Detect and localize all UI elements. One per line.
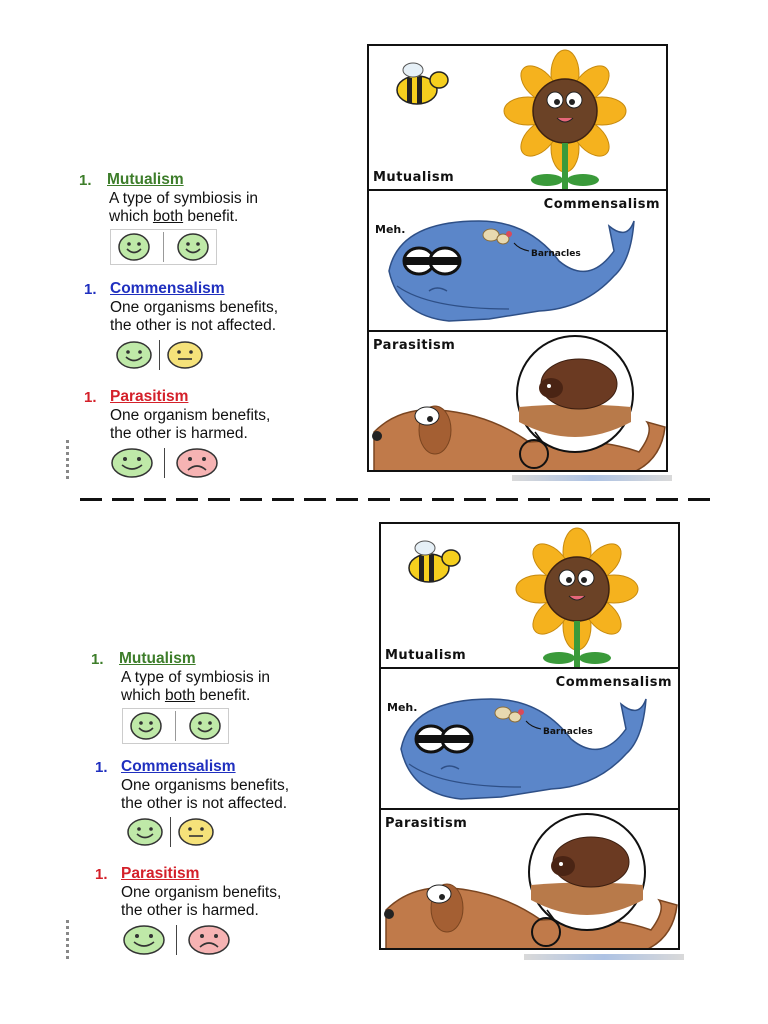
mutualism-faces xyxy=(110,229,217,265)
sad-face-icon xyxy=(175,447,219,479)
mutualism-line-1: A type of symbiosis in xyxy=(109,190,259,207)
parasitism-panel-label: Parasitism xyxy=(385,816,468,831)
margin-mark xyxy=(66,440,69,480)
commensalism-line-1: One organisms benefits, xyxy=(121,777,290,794)
worksheet-bottom xyxy=(0,478,768,948)
commensalism-faces xyxy=(126,817,215,847)
sad-face-icon xyxy=(187,924,231,956)
whale-illustration xyxy=(381,669,680,810)
divider xyxy=(175,711,176,741)
divider xyxy=(164,448,165,478)
text-segment: which xyxy=(121,687,165,704)
text-segment: which xyxy=(109,208,153,225)
sunflower-icon xyxy=(504,50,626,191)
faces-box xyxy=(122,708,229,744)
mutualism-panel-label: Mutualism xyxy=(385,648,467,663)
happy-face-icon xyxy=(110,447,154,479)
mutualism-panel xyxy=(379,522,680,669)
emphasis-both: both xyxy=(164,687,196,704)
bee-icon xyxy=(409,541,460,582)
emphasis-both: both xyxy=(152,208,184,225)
parasitism-faces xyxy=(110,447,219,479)
happy-face-icon xyxy=(129,711,163,741)
commensalism-panel-label: Commensalism xyxy=(543,197,660,212)
whale-icon xyxy=(389,221,634,321)
commensalism-panel xyxy=(379,667,680,810)
text-segment: benefit. xyxy=(183,208,239,225)
neutral-face-icon xyxy=(166,340,204,370)
item-number: 1. xyxy=(95,866,108,883)
text-segment: benefit. xyxy=(195,687,251,704)
mutualism-panel-label: Mutualism xyxy=(373,170,455,185)
item-number: 1. xyxy=(95,759,108,776)
parasitism-panel-label: Parasitism xyxy=(373,338,456,353)
parasitism-panel xyxy=(379,808,680,950)
commensalism-term: Commensalism xyxy=(110,280,225,297)
mutualism-term: Mutualism xyxy=(119,650,196,667)
happy-face-icon xyxy=(117,232,151,262)
whale-illustration xyxy=(369,191,668,332)
parasitism-line-2: the other is harmed. xyxy=(110,425,248,442)
parasitism-panel xyxy=(367,330,668,472)
commensalism-term: Commensalism xyxy=(121,758,236,775)
worksheet-top xyxy=(0,0,768,470)
neutral-face-icon xyxy=(177,817,215,847)
mutualism-faces xyxy=(122,708,229,744)
item-number: 1. xyxy=(91,651,104,668)
parasitism-line-1: One organism benefits, xyxy=(121,884,282,901)
bottom-strip xyxy=(524,954,684,960)
mutualism-line-1: A type of symbiosis in xyxy=(121,669,271,686)
divider xyxy=(176,925,177,955)
mutualism-term: Mutualism xyxy=(107,171,184,188)
sunflower-icon xyxy=(516,528,638,669)
faces-box xyxy=(110,229,217,265)
meh-label: Meh. xyxy=(375,223,406,236)
whale-icon xyxy=(401,699,646,799)
happy-face-icon xyxy=(176,232,210,262)
commensalism-panel xyxy=(367,189,668,332)
barnacles-label: Barnacles xyxy=(543,727,593,737)
parasitism-term: Parasitism xyxy=(121,865,200,882)
dog-flea-illustration xyxy=(381,810,680,950)
commensalism-line-2: the other is not affected. xyxy=(110,317,277,334)
happy-face-icon xyxy=(188,711,222,741)
bee-icon xyxy=(397,63,448,104)
divider xyxy=(170,817,171,847)
mutualism-line-2 xyxy=(121,687,250,705)
item-number: 1. xyxy=(84,389,97,406)
commensalism-line-2: the other is not affected. xyxy=(121,795,288,812)
happy-face-icon xyxy=(122,924,166,956)
meh-label: Meh. xyxy=(387,701,418,714)
mutualism-line-2 xyxy=(109,208,238,226)
parasitism-term: Parasitism xyxy=(110,388,189,405)
commensalism-panel-label: Commensalism xyxy=(555,675,672,690)
divider xyxy=(163,232,164,262)
item-number: 1. xyxy=(84,281,97,298)
margin-mark xyxy=(66,920,69,960)
item-number: 1. xyxy=(79,172,92,189)
mutualism-panel xyxy=(367,44,668,191)
commensalism-faces xyxy=(115,340,204,370)
divider xyxy=(159,340,160,370)
happy-face-icon xyxy=(115,340,153,370)
parasitism-line-2: the other is harmed. xyxy=(121,902,259,919)
dog-flea-illustration xyxy=(369,332,668,472)
commensalism-line-1: One organisms benefits, xyxy=(110,299,279,316)
parasitism-line-1: One organism benefits, xyxy=(110,407,271,424)
parasitism-faces xyxy=(122,924,231,956)
barnacles-label: Barnacles xyxy=(531,249,581,259)
happy-face-icon xyxy=(126,817,164,847)
